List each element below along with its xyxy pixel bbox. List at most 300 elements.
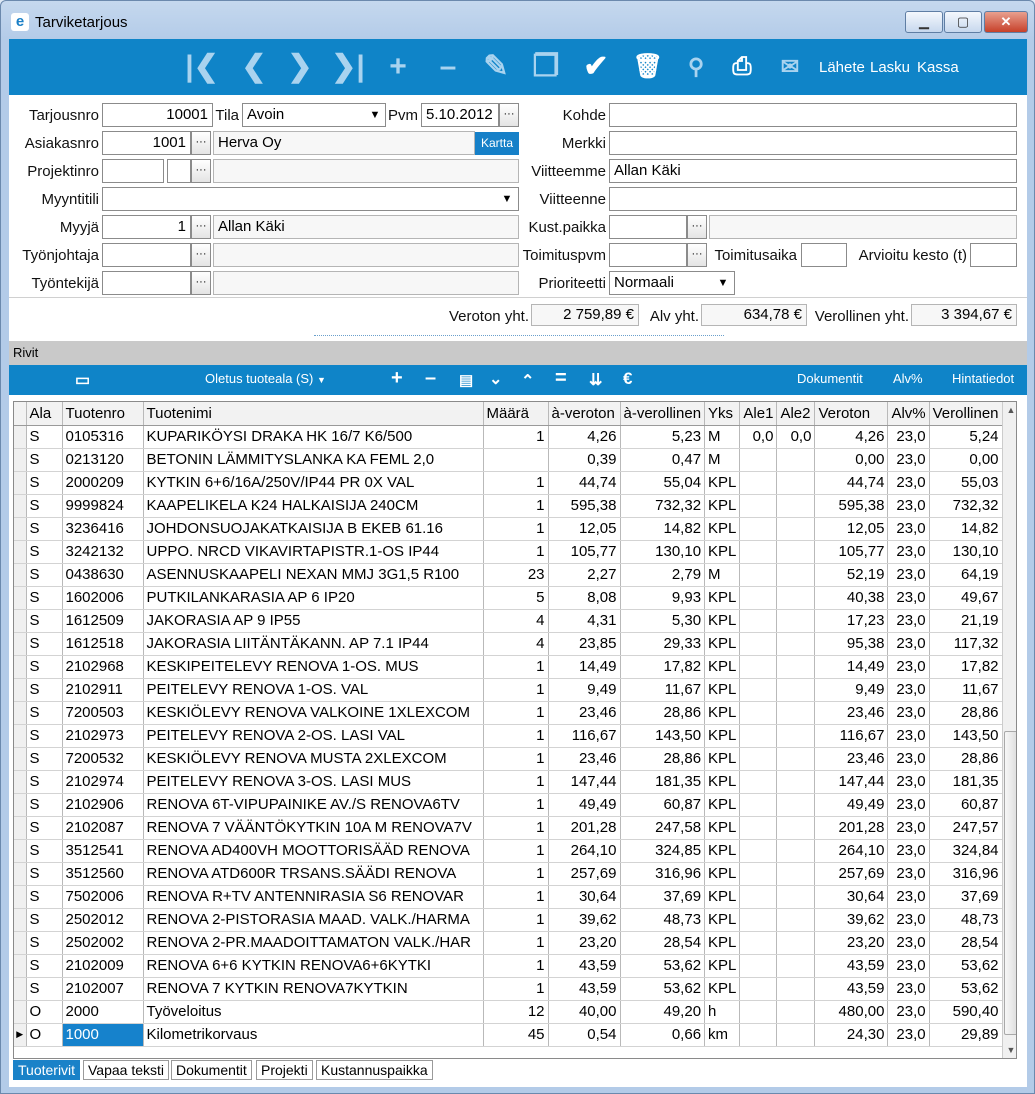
grid-cell[interactable]: 257,69 <box>548 862 620 885</box>
grid-cell[interactable]: 23,46 <box>548 701 620 724</box>
next-icon[interactable]: ❯ <box>287 50 313 83</box>
grid-cell[interactable]: S <box>26 839 62 862</box>
grid-cell[interactable]: 23,0 <box>888 1023 929 1046</box>
grid-cell[interactable]: S <box>26 540 62 563</box>
grid-cell[interactable] <box>777 517 815 540</box>
grid-cell[interactable]: 143,50 <box>620 724 705 747</box>
grid-cell[interactable]: 1 <box>483 885 548 908</box>
grid-cell[interactable]: KPL <box>705 747 740 770</box>
grid-cell[interactable]: 595,38 <box>548 494 620 517</box>
grid-cell[interactable] <box>777 931 815 954</box>
column-header[interactable]: Ala <box>26 402 62 425</box>
grid-cell[interactable]: 1 <box>483 954 548 977</box>
grid-cell[interactable]: 5,30 <box>620 609 705 632</box>
grid-cell[interactable]: 48,73 <box>929 908 1002 931</box>
table-row[interactable] <box>14 678 1002 701</box>
grid-cell[interactable]: 23,0 <box>888 977 929 1000</box>
grid-cell[interactable]: 2102968 <box>62 655 143 678</box>
kohde-field[interactable] <box>609 103 1017 127</box>
grid-cell[interactable]: 95,38 <box>815 632 888 655</box>
tyonjohtaja-field[interactable] <box>102 243 191 267</box>
grid-cell[interactable]: 3242132 <box>62 540 143 563</box>
first-icon[interactable]: |❮ <box>185 50 219 83</box>
grid-cell[interactable]: S <box>26 885 62 908</box>
grid-cell[interactable]: 247,57 <box>929 816 1002 839</box>
grid-cell[interactable]: 4 <box>483 609 548 632</box>
lasku-link[interactable]: Lasku <box>870 59 911 76</box>
row-indicator[interactable] <box>14 816 26 839</box>
grid-cell[interactable]: RENOVA 2-PR.MAADOITTAMATON VALK./HAR <box>143 931 483 954</box>
grid-cell[interactable]: 130,10 <box>620 540 705 563</box>
rows-grid[interactable] <box>13 401 1017 1059</box>
grid-cell[interactable] <box>740 770 777 793</box>
grid-cell[interactable]: 23,0 <box>888 1000 929 1023</box>
maximize-button[interactable]: ▢ <box>944 11 982 33</box>
grid-cell[interactable]: 4,31 <box>548 609 620 632</box>
grid-cell[interactable]: 0,66 <box>620 1023 705 1046</box>
grid-cell[interactable]: 247,58 <box>620 816 705 839</box>
table-row[interactable] <box>14 655 1002 678</box>
grid-cell[interactable]: 23,0 <box>888 747 929 770</box>
grid-cell[interactable]: 23,0 <box>888 885 929 908</box>
grid-cell[interactable] <box>777 724 815 747</box>
grid-cell[interactable]: 23,46 <box>548 747 620 770</box>
grid-cell[interactable] <box>777 540 815 563</box>
table-row[interactable] <box>14 1023 1002 1046</box>
table-row[interactable] <box>14 517 1002 540</box>
grid-cell[interactable]: 24,30 <box>815 1023 888 1046</box>
grid-cell[interactable]: 53,62 <box>620 977 705 1000</box>
column-header[interactable]: Määrä <box>483 402 548 425</box>
table-row[interactable] <box>14 540 1002 563</box>
scroll-thumb[interactable] <box>1004 731 1017 1035</box>
grid-cell[interactable] <box>777 586 815 609</box>
grid-cell[interactable]: 480,00 <box>815 1000 888 1023</box>
table-row[interactable] <box>14 885 1002 908</box>
column-header[interactable]: Yks <box>705 402 740 425</box>
grid-cell[interactable]: 1 <box>483 816 548 839</box>
grid-cell[interactable]: 23,0 <box>888 908 929 931</box>
grid-cell[interactable]: 1 <box>483 770 548 793</box>
grid-cell[interactable]: 316,96 <box>620 862 705 885</box>
email-icon[interactable]: ✉ <box>780 54 800 79</box>
grid-cell[interactable]: 0,00 <box>929 448 1002 471</box>
grid-cell[interactable]: 44,74 <box>815 471 888 494</box>
grid-cell[interactable]: M <box>705 563 740 586</box>
grid-cell[interactable]: 52,19 <box>815 563 888 586</box>
grid-cell[interactable]: 257,69 <box>815 862 888 885</box>
grid-cell[interactable] <box>777 793 815 816</box>
grid-cell[interactable]: 2102974 <box>62 770 143 793</box>
grid-cell[interactable]: 3236416 <box>62 517 143 540</box>
grid-cell[interactable]: 130,10 <box>929 540 1002 563</box>
notes-icon[interactable]: ▤ <box>459 372 474 389</box>
grid-cell[interactable]: 64,19 <box>929 563 1002 586</box>
grid-cell[interactable] <box>740 609 777 632</box>
table-row[interactable] <box>14 494 1002 517</box>
grid-cell[interactable] <box>777 1023 815 1046</box>
alv-percent-button[interactable]: Alv% <box>893 371 923 386</box>
tab-dokumentit[interactable]: Dokumentit <box>171 1060 252 1080</box>
grid-cell[interactable]: 1 <box>483 494 548 517</box>
grid-cell[interactable]: 23,0 <box>888 678 929 701</box>
grid-cell[interactable]: 11,67 <box>620 678 705 701</box>
asiakasnro-field[interactable]: 1001 <box>102 131 191 155</box>
grid-cell[interactable]: BETONIN LÄMMITYSLANKA KA FEML 2,0 <box>143 448 483 471</box>
grid-cell[interactable]: KESKIPEITELEVY RENOVA 1-OS. MUS <box>143 655 483 678</box>
grid-cell[interactable] <box>777 1000 815 1023</box>
grid-cell[interactable]: RENOVA ATD600R TRSANS.SÄÄDI RENOVA <box>143 862 483 885</box>
grid-cell[interactable] <box>740 977 777 1000</box>
myyntitili-select[interactable] <box>102 187 519 211</box>
grid-cell[interactable] <box>777 655 815 678</box>
grid-cell[interactable]: 1612509 <box>62 609 143 632</box>
grid-cell[interactable]: 181,35 <box>620 770 705 793</box>
grid-cell[interactable]: 23,0 <box>888 793 929 816</box>
grid-cell[interactable]: KPL <box>705 977 740 1000</box>
grid-cell[interactable]: 5 <box>483 586 548 609</box>
myyja-lookup-button[interactable]: ··· <box>191 215 211 239</box>
grid-cell[interactable] <box>740 931 777 954</box>
prev-icon[interactable]: ❮ <box>241 50 267 83</box>
grid-cell[interactable]: 264,10 <box>815 839 888 862</box>
grid-cell[interactable]: 17,82 <box>929 655 1002 678</box>
grid-cell[interactable]: 30,64 <box>548 885 620 908</box>
grid-cell[interactable]: KPL <box>705 885 740 908</box>
grid-cell[interactable] <box>777 701 815 724</box>
grid-cell[interactable] <box>740 701 777 724</box>
table-row[interactable] <box>14 471 1002 494</box>
grid-cell[interactable] <box>777 747 815 770</box>
grid-cell[interactable] <box>740 632 777 655</box>
grid-cell[interactable]: 9,49 <box>548 678 620 701</box>
grid-cell[interactable]: RENOVA 7 VÄÄNTÖKYTKIN 10A M RENOVA7V <box>143 816 483 839</box>
title-bar[interactable] <box>1 1 1034 39</box>
myyja-field[interactable]: 1 <box>102 215 191 239</box>
grid-cell[interactable]: 105,77 <box>548 540 620 563</box>
table-row[interactable] <box>14 793 1002 816</box>
grid-cell[interactable]: 23,0 <box>888 425 929 448</box>
column-header[interactable]: à-verollinen <box>620 402 705 425</box>
lahete-link[interactable]: Lähete <box>819 59 865 76</box>
grid-cell[interactable]: 1000 <box>62 1023 143 1046</box>
grid-cell[interactable] <box>740 655 777 678</box>
row-indicator[interactable] <box>14 586 26 609</box>
scroll-down-arrow-icon[interactable]: ▼ <box>1006 1045 1016 1055</box>
grid-cell[interactable]: RENOVA R+TV ANTENNIRASIA S6 RENOVAR <box>143 885 483 908</box>
grid-cell[interactable]: 143,50 <box>929 724 1002 747</box>
column-header[interactable]: à-veroton <box>548 402 620 425</box>
grid-cell[interactable]: 28,54 <box>620 931 705 954</box>
table-row[interactable] <box>14 448 1002 471</box>
grid-cell[interactable]: 2102973 <box>62 724 143 747</box>
row-indicator[interactable] <box>14 678 26 701</box>
grid-cell[interactable]: 55,03 <box>929 471 1002 494</box>
grid-cell[interactable]: 201,28 <box>815 816 888 839</box>
column-header[interactable]: Tuotenro <box>62 402 143 425</box>
grid-cell[interactable] <box>777 448 815 471</box>
grid-cell[interactable]: UPPO. NRCD VIKAVIRTAPISTR.1-OS IP44 <box>143 540 483 563</box>
grid-cell[interactable]: 23,46 <box>815 747 888 770</box>
grid-cell[interactable] <box>740 563 777 586</box>
grid-cell[interactable]: KPL <box>705 931 740 954</box>
last-icon[interactable]: ❯| <box>331 50 365 83</box>
tab-kustannuspaikka[interactable]: Kustannuspaikka <box>316 1060 433 1080</box>
table-row[interactable] <box>14 954 1002 977</box>
grid-cell[interactable]: 60,87 <box>620 793 705 816</box>
table-row[interactable] <box>14 747 1002 770</box>
grid-cell[interactable]: S <box>26 701 62 724</box>
grid-cell[interactable]: 316,96 <box>929 862 1002 885</box>
grid-cell[interactable]: 9,49 <box>815 678 888 701</box>
grid-cell[interactable]: KPL <box>705 586 740 609</box>
grid-cell[interactable]: RENOVA AD400VH MOOTTORISÄÄD RENOVA <box>143 839 483 862</box>
row-indicator[interactable] <box>14 770 26 793</box>
column-header[interactable]: Veroton <box>815 402 888 425</box>
table-row[interactable] <box>14 839 1002 862</box>
grid-cell[interactable]: 8,08 <box>548 586 620 609</box>
scroll-up-arrow-icon[interactable]: ▲ <box>1006 405 1016 415</box>
equals-icon[interactable]: = <box>555 367 567 389</box>
grid-cell[interactable]: S <box>26 471 62 494</box>
toimituspvm-field[interactable] <box>609 243 687 267</box>
grid-cell[interactable]: 39,62 <box>548 908 620 931</box>
chevron-down-icon[interactable]: ▼ <box>501 193 513 205</box>
grid-cell[interactable]: 23,0 <box>888 540 929 563</box>
delete-bin-icon[interactable]: 🗑 <box>632 53 664 80</box>
grid-cell[interactable] <box>740 1023 777 1046</box>
grid-cell[interactable] <box>777 908 815 931</box>
grid-cell[interactable]: M <box>705 425 740 448</box>
grid-cell[interactable] <box>777 632 815 655</box>
grid-cell[interactable] <box>740 678 777 701</box>
table-row[interactable] <box>14 1000 1002 1023</box>
grid-cell[interactable]: 12 <box>483 1000 548 1023</box>
asiakas-lookup-button[interactable]: ··· <box>191 131 211 155</box>
grid-cell[interactable] <box>777 471 815 494</box>
grid-cell[interactable] <box>740 747 777 770</box>
grid-cell[interactable]: 1 <box>483 540 548 563</box>
grid-cell[interactable]: KPL <box>705 678 740 701</box>
grid-cell[interactable]: 3512560 <box>62 862 143 885</box>
grid-cell[interactable]: S <box>26 862 62 885</box>
grid-cell[interactable]: 23,85 <box>548 632 620 655</box>
grid-cell[interactable] <box>740 586 777 609</box>
grid-cell[interactable]: 49,67 <box>929 586 1002 609</box>
vertical-scrollbar[interactable] <box>1002 402 1017 1058</box>
grid-cell[interactable]: 7200503 <box>62 701 143 724</box>
grid-cell[interactable]: 1 <box>483 977 548 1000</box>
grid-cell[interactable]: S <box>26 563 62 586</box>
grid-cell[interactable]: KPL <box>705 954 740 977</box>
row-indicator[interactable] <box>14 954 26 977</box>
grid-cell[interactable]: JAKORASIA LIITÄNTÄKANN. AP 7.1 IP44 <box>143 632 483 655</box>
grid-cell[interactable]: S <box>26 448 62 471</box>
grid-cell[interactable]: 2000209 <box>62 471 143 494</box>
grid-cell[interactable]: 28,86 <box>929 747 1002 770</box>
grid-cell[interactable] <box>777 563 815 586</box>
dokumentit-button[interactable]: Dokumentit <box>797 371 863 386</box>
grid-cell[interactable]: 40,00 <box>548 1000 620 1023</box>
grid-cell[interactable]: KPL <box>705 839 740 862</box>
grid-cell[interactable]: S <box>26 747 62 770</box>
grid-cell[interactable]: 49,20 <box>620 1000 705 1023</box>
grid-cell[interactable]: 14,82 <box>929 517 1002 540</box>
grid-cell[interactable] <box>777 885 815 908</box>
grid-cell[interactable]: 2,79 <box>620 563 705 586</box>
grid-cell[interactable]: 0,47 <box>620 448 705 471</box>
merkki-field[interactable] <box>609 131 1017 155</box>
grid-cell[interactable]: 39,62 <box>815 908 888 931</box>
tyonjohtaja-lookup-button[interactable]: ··· <box>191 243 211 267</box>
grid-cell[interactable]: 17,82 <box>620 655 705 678</box>
grid-cell[interactable]: 23,0 <box>888 609 929 632</box>
grid-cell[interactable]: 1602006 <box>62 586 143 609</box>
copy-icon[interactable]: ❐ <box>532 50 560 83</box>
grid-cell[interactable]: KPL <box>705 724 740 747</box>
euro-icon[interactable]: € <box>623 369 633 388</box>
grid-cell[interactable] <box>740 908 777 931</box>
table-row[interactable] <box>14 609 1002 632</box>
grid-cell[interactable]: 40,38 <box>815 586 888 609</box>
grid-cell[interactable]: 37,69 <box>620 885 705 908</box>
add-row-icon[interactable]: + <box>391 367 403 389</box>
grid-cell[interactable] <box>777 609 815 632</box>
grid-cell[interactable]: 0438630 <box>62 563 143 586</box>
edit-icon[interactable]: ✎ <box>483 50 509 83</box>
row-indicator[interactable] <box>14 425 26 448</box>
grid-cell[interactable]: 4,26 <box>815 425 888 448</box>
grid-cell[interactable]: 2102911 <box>62 678 143 701</box>
grid-cell[interactable]: 2502002 <box>62 931 143 954</box>
grid-cell[interactable]: RENOVA 6+6 KYTKIN RENOVA6+6KYTKI <box>143 954 483 977</box>
grid-cell[interactable] <box>777 839 815 862</box>
grid-cell[interactable]: 23,0 <box>888 494 929 517</box>
column-header[interactable]: Tuotenimi <box>143 402 483 425</box>
row-indicator[interactable] <box>14 793 26 816</box>
grid-cell[interactable] <box>740 862 777 885</box>
minimize-button[interactable]: ▁ <box>905 11 943 33</box>
grid-cell[interactable]: 2102087 <box>62 816 143 839</box>
grid-cell[interactable]: 590,40 <box>929 1000 1002 1023</box>
grid-cell[interactable]: 28,86 <box>929 701 1002 724</box>
row-indicator[interactable] <box>14 540 26 563</box>
viitteemme-field[interactable]: Allan Käki <box>609 159 1017 183</box>
grid-cell[interactable]: 23,0 <box>888 816 929 839</box>
flashlight-icon[interactable]: ⚲ <box>687 54 705 79</box>
grid-cell[interactable]: 29,89 <box>929 1023 1002 1046</box>
grid-cell[interactable]: 23 <box>483 563 548 586</box>
grid-cell[interactable]: 4,26 <box>548 425 620 448</box>
grid-cell[interactable]: 201,28 <box>548 816 620 839</box>
grid-cell[interactable]: 23,0 <box>888 471 929 494</box>
grid-cell[interactable]: 53,62 <box>929 977 1002 1000</box>
grid-cell[interactable]: S <box>26 793 62 816</box>
grid-cell[interactable]: Kilometrikorvaus <box>143 1023 483 1046</box>
table-row[interactable] <box>14 586 1002 609</box>
kartta-button[interactable]: Kartta <box>475 132 519 155</box>
grid-cell[interactable]: 14,82 <box>620 517 705 540</box>
grid-cell[interactable]: 181,35 <box>929 770 1002 793</box>
grid-cell[interactable] <box>777 494 815 517</box>
grid-cell[interactable]: S <box>26 954 62 977</box>
grid-cell[interactable]: 1 <box>483 678 548 701</box>
splitter-handle[interactable] <box>314 332 724 336</box>
toimitusaika-field[interactable] <box>801 243 847 267</box>
row-indicator[interactable] <box>14 839 26 862</box>
table-row[interactable] <box>14 563 1002 586</box>
grid-cell[interactable]: 264,10 <box>548 839 620 862</box>
grid-cell[interactable]: 23,0 <box>888 448 929 471</box>
grid-cell[interactable]: 732,32 <box>929 494 1002 517</box>
window-icon[interactable]: ▭ <box>75 372 91 389</box>
tab-vapaa-teksti[interactable]: Vapaa teksti <box>83 1060 169 1080</box>
grid-cell[interactable] <box>777 862 815 885</box>
grid-cell[interactable]: 9999824 <box>62 494 143 517</box>
grid-cell[interactable]: S <box>26 517 62 540</box>
row-indicator[interactable] <box>14 1000 26 1023</box>
grid-cell[interactable]: RENOVA 7 KYTKIN RENOVA7KYTKIN <box>143 977 483 1000</box>
grid-cell[interactable] <box>740 540 777 563</box>
grid-cell[interactable]: PEITELEVY RENOVA 2-OS. LASI VAL <box>143 724 483 747</box>
grid-cell[interactable]: 7502006 <box>62 885 143 908</box>
grid-cell[interactable]: 0213120 <box>62 448 143 471</box>
grid-cell[interactable]: S <box>26 425 62 448</box>
hintatiedot-button[interactable]: Hintatiedot <box>952 371 1015 386</box>
grid-cell[interactable]: 1 <box>483 701 548 724</box>
grid-cell[interactable] <box>740 448 777 471</box>
table-row[interactable] <box>14 701 1002 724</box>
grid-cell[interactable]: 1 <box>483 931 548 954</box>
grid-cell[interactable]: 23,20 <box>815 931 888 954</box>
grid-cell[interactable]: km <box>705 1023 740 1046</box>
grid-cell[interactable]: 43,59 <box>815 977 888 1000</box>
current-row-arrow-icon[interactable]: ▶ <box>14 1023 26 1046</box>
toimituspvm-picker-button[interactable]: ··· <box>687 243 707 267</box>
grid-cell[interactable]: KYTKIN 6+6/16A/250V/IP44 PR 0X VAL <box>143 471 483 494</box>
grid-cell[interactable]: h <box>705 1000 740 1023</box>
row-indicator[interactable] <box>14 494 26 517</box>
grid-cell[interactable]: S <box>26 931 62 954</box>
grid-cell[interactable]: KPL <box>705 609 740 632</box>
grid-cell[interactable]: 23,0 <box>888 770 929 793</box>
grid-cell[interactable]: KPL <box>705 793 740 816</box>
grid-cell[interactable]: 43,59 <box>815 954 888 977</box>
grid-cell[interactable]: 105,77 <box>815 540 888 563</box>
grid-cell[interactable]: S <box>26 494 62 517</box>
grid-cell[interactable]: 23,0 <box>888 586 929 609</box>
arvioitu-kesto-field[interactable] <box>970 243 1017 267</box>
grid-cell[interactable]: M <box>705 448 740 471</box>
grid-cell[interactable]: KAAPELIKELA K24 HALKAISIJA 240CM <box>143 494 483 517</box>
grid-cell[interactable]: KPL <box>705 655 740 678</box>
grid-cell[interactable] <box>740 885 777 908</box>
tyontekija-lookup-button[interactable]: ··· <box>191 271 211 295</box>
grid-cell[interactable]: PUTKILANKARASIA AP 6 IP20 <box>143 586 483 609</box>
table-row[interactable] <box>14 770 1002 793</box>
viitteenne-field[interactable] <box>609 187 1017 211</box>
grid-cell[interactable]: 0,39 <box>548 448 620 471</box>
row-indicator[interactable] <box>14 977 26 1000</box>
row-indicator[interactable] <box>14 885 26 908</box>
grid-cell[interactable]: 595,38 <box>815 494 888 517</box>
grid-cell[interactable]: 60,87 <box>929 793 1002 816</box>
row-indicator[interactable] <box>14 701 26 724</box>
table-row[interactable] <box>14 724 1002 747</box>
row-indicator[interactable] <box>14 609 26 632</box>
grid-cell[interactable]: 2,27 <box>548 563 620 586</box>
grid-cell[interactable] <box>740 494 777 517</box>
